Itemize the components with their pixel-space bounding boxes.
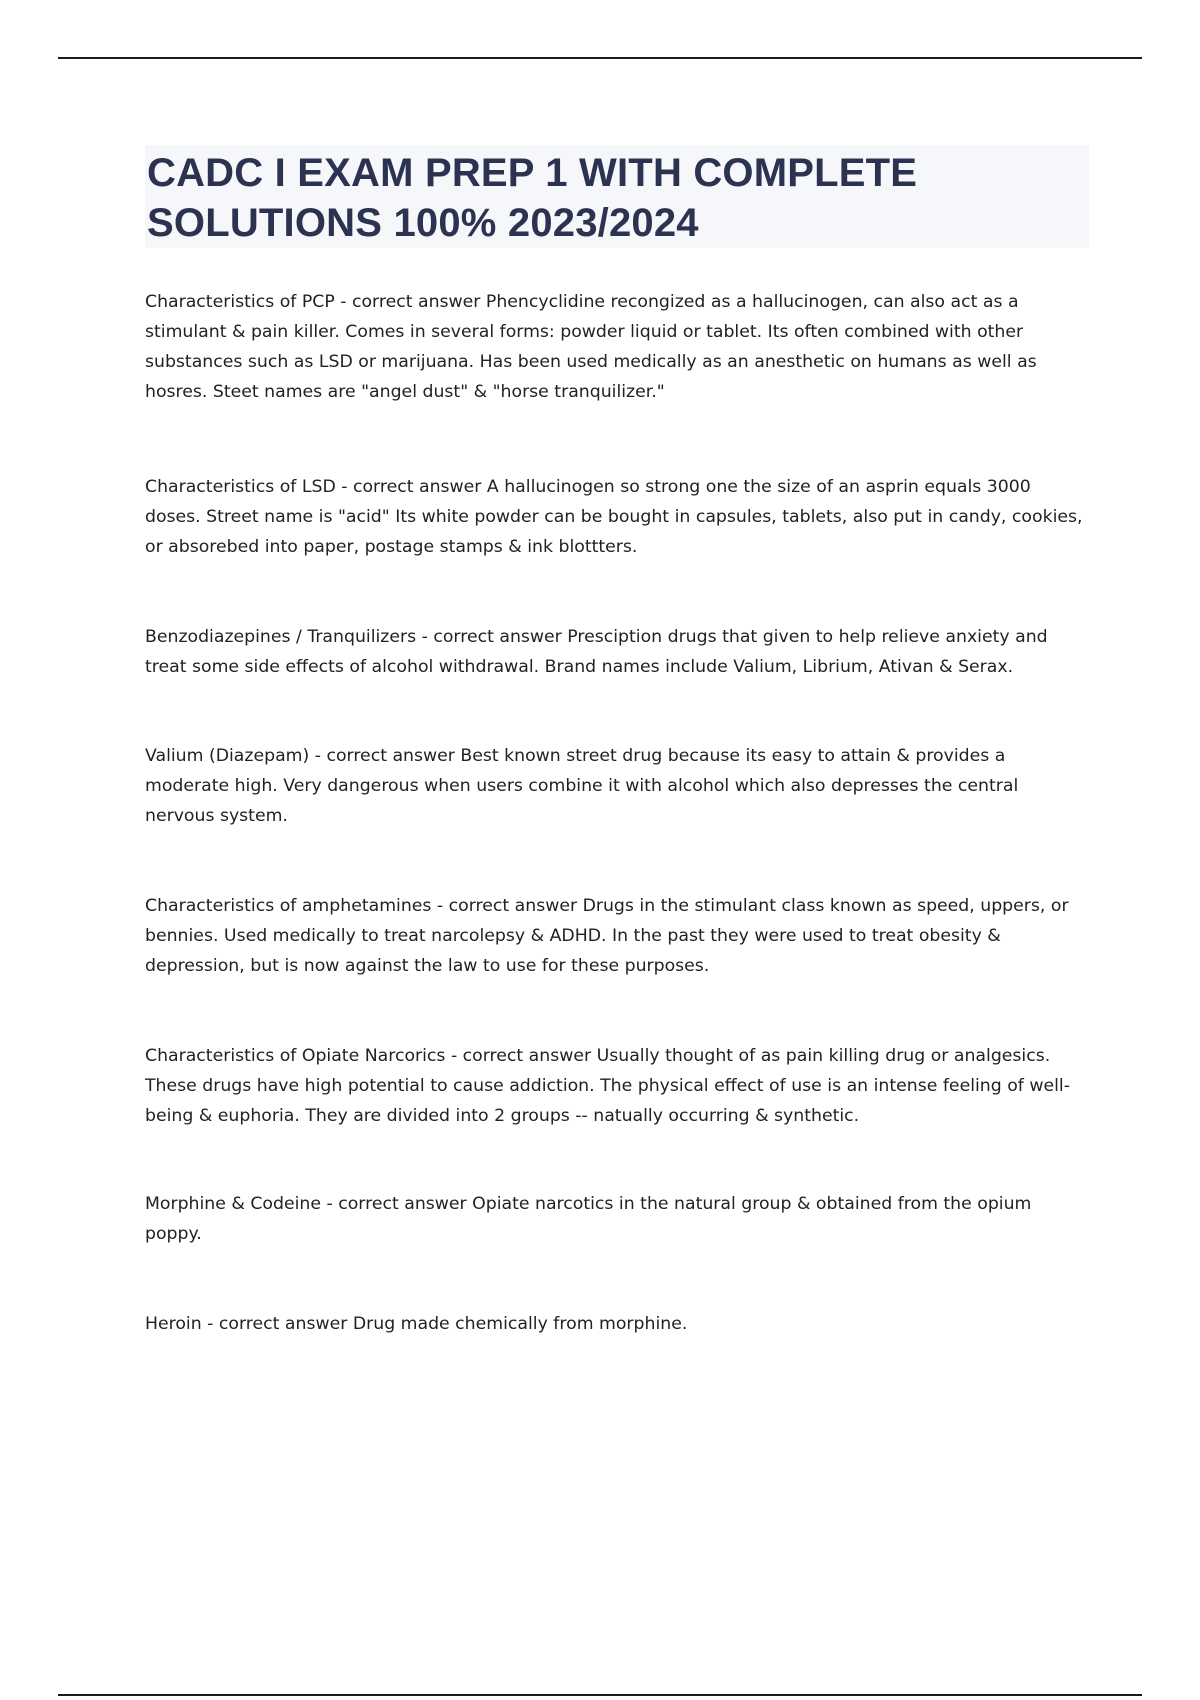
entry-term: Characteristics of PCP bbox=[145, 292, 335, 312]
entry-answer: Phencyclidine recongized as a hallucinogen, can also act as a stimulant & pain killer. Comes in several forms: powder liquid or tablet. Its often combined with other substances such as LSD or marijuana. Has been used medically as an anesthetic on humans as well as hosres. Steet names are "angel dust" & "horse tranquilizer." bbox=[145, 292, 1037, 402]
entry-separator: - correct answer bbox=[335, 477, 487, 497]
entry-answer: Presciption drugs that given to help relieve anxiety and treat some side effects of alcohol withdrawal. Brand names include Valium, Librium, Ativan & Serax. bbox=[145, 627, 1048, 677]
entry-answer: Drug made chemically from morphine. bbox=[352, 1314, 688, 1334]
entry-term: Benzodiazepines / Tranquilizers bbox=[145, 627, 417, 647]
entry-answer: Opiate narcotics in the natural group & obtained from the opium poppy. bbox=[145, 1194, 1032, 1244]
entry-separator: - correct answer bbox=[201, 1314, 353, 1334]
qa-entry-morphine-codeine bbox=[145, 1189, 1085, 1249]
entry-answer: Drugs in the stimulant class known as speed, uppers, or bennies. Used medically to treat narcolepsy & ADHD. In the past they were used to treat obesity & depression, but is now against the law to use for these purposes. bbox=[145, 896, 1069, 976]
entry-separator: - correct answer bbox=[431, 896, 583, 916]
entry-separator: - correct answer bbox=[309, 746, 461, 766]
qa-entry-heroin bbox=[145, 1309, 1085, 1339]
qa-entry-amphetamines bbox=[145, 891, 1085, 981]
entry-answer: Best known street drug because its easy to attain & provides a moderate high. Very dangerous when users combine it with alcohol which also depresses the central nervous system. bbox=[145, 746, 1019, 826]
entry-term: Heroin bbox=[145, 1314, 202, 1334]
bottom-rule bbox=[58, 1694, 1142, 1696]
qa-entry-opiate-narcotics bbox=[145, 1041, 1085, 1131]
top-rule bbox=[58, 57, 1142, 59]
entry-separator: - correct answer bbox=[321, 1194, 473, 1214]
entry-answer: A hallucinogen so strong one the size of an asprin equals 3000 doses. Street name is "acid" Its white powder can be bought in capsules, tablets, also put in candy, cookies, or absorebed into paper, postage stamps & ink blottters. bbox=[145, 477, 1083, 557]
qa-entry-lsd bbox=[145, 472, 1085, 562]
entry-term: Characteristics of amphetamines bbox=[145, 896, 432, 916]
title-block bbox=[145, 145, 1089, 248]
entry-term: Morphine & Codeine bbox=[145, 1194, 321, 1214]
document-title: CADC I EXAM PREP 1 WITH COMPLETE SOLUTIONS 100% 2023/2024 bbox=[147, 151, 918, 245]
entry-separator: - correct answer bbox=[416, 627, 568, 647]
qa-entry-pcp bbox=[145, 287, 1085, 407]
entry-answer: Usually thought of as pain killing drug or analgesics. These drugs have high potential to cause addiction. The physical effect of use is an intense feeling of well-being & euphoria. They are divided into 2 groups -- natually occurring & synthetic. bbox=[145, 1046, 1070, 1126]
entry-separator: - correct answer bbox=[334, 292, 486, 312]
qa-entry-valium bbox=[145, 741, 1085, 831]
entry-term: Characteristics of Opiate Narcorics bbox=[145, 1046, 446, 1066]
entry-term: Valium (Diazepam) bbox=[145, 746, 310, 766]
entry-term: Characteristics of LSD bbox=[145, 477, 336, 497]
entry-separator: - correct answer bbox=[445, 1046, 597, 1066]
qa-entry-benzodiazepines bbox=[145, 622, 1085, 682]
